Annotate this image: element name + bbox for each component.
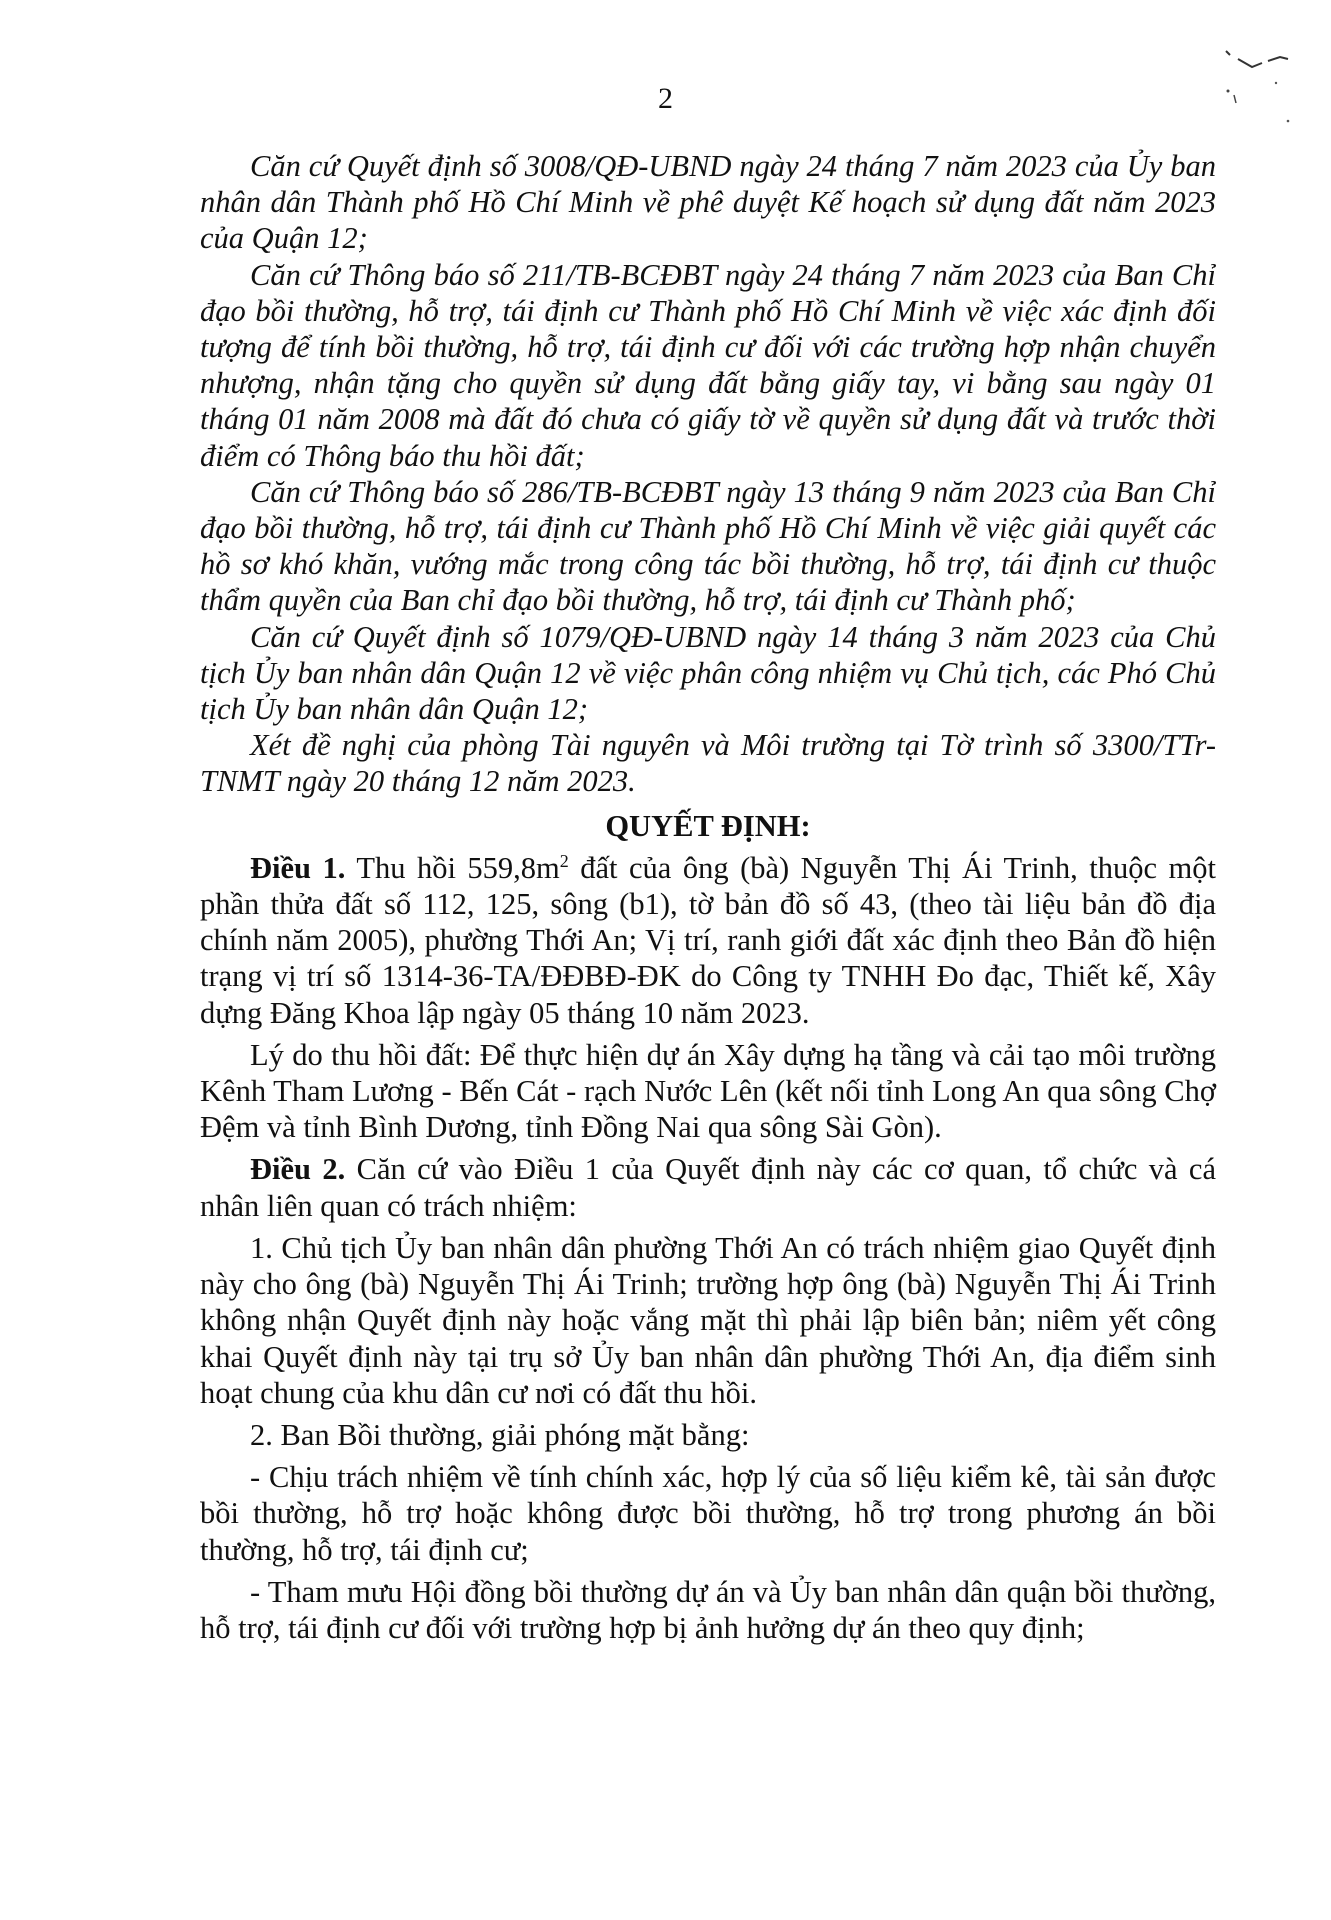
decision-heading: QUYẾT ĐỊNH: <box>605 808 811 843</box>
article-1-paragraph <box>200 850 1216 1031</box>
legal-basis-paragraph: Căn cứ Thông báo số 286/TB-BCĐBT ngày 13 tháng 9 năm 2023 của Ban Chỉ đạo bồi thường, hỗ trợ, tái định cư Thành phố Hồ Chí Minh về việc giải quyết các hồ sơ khó khăn, vướng mắc trong công tác bồi thường, hỗ trợ, tái định cư thuộc thẩm quyền của Ban chỉ đạo bồi thường, hỗ trợ, tái định cư Thành phố; <box>200 474 1216 618</box>
area-unit-superscript: 2 <box>559 850 569 871</box>
article-2-label: Điều 2. <box>250 1152 346 1187</box>
page-number: 2 <box>658 82 673 115</box>
article-2-item: - Chịu trách nhiệm về tính chính xác, hợp lý của số liệu kiểm kê, tài sản được bồi thường, hỗ trợ hoặc không được bồi thường, hỗ trợ trong phương án bồi thường, hỗ trợ, tái định cư; <box>200 1460 1216 1567</box>
proposal-paragraph: Xét đề nghị của phòng Tài nguyên và Môi trường tại Tờ trình số 3300/TTr-TNMT ngày 20 tháng 12 năm 2023. <box>200 728 1216 799</box>
article-1-text-part2: đất của ông (bà) Nguyễn Thị Ái Trinh, thuộc một phần thửa đất số 112, 125, sông (b1), tờ bản đồ số 43, (theo tài liệu bản đồ địa chính năm 2005), phường Thới An; Vị trí, ranh giới đất xác định theo Bản đồ hiện trạng vị trí số 1314-36-TA/ĐĐBĐ-ĐK do Công ty TNHH Đo đạc, Thiết kế, Xây dựng Đăng Khoa lập ngày 05 tháng 10 năm 2023. <box>200 850 1216 1030</box>
article-2-item: 2. Ban Bồi thường, giải phóng mặt bằng: <box>250 1417 750 1452</box>
article-2-paragraph <box>200 1151 1216 1223</box>
article-1-reason: Lý do thu hồi đất: Để thực hiện dự án Xây dựng hạ tầng và cải tạo môi trường Kênh Tham Lương - Bến Cát - rạch Nước Lên (kết nối tỉnh Long An qua sông Chợ Đệm và tỉnh Bình Dương, tỉnh Đồng Nai qua sông Sài Gòn). <box>200 1037 1216 1145</box>
article-2-item: 1. Chủ tịch Ủy ban nhân dân phường Thới An có trách nhiệm giao Quyết định này cho ông (bà) Nguyễn Thị Ái Trinh; trường hợp ông (bà) Nguyễn Thị Ái Trinh không nhận Quyết định này hoặc vắng mặt thì phải lập biên bản; niêm yết công khai Quyết định này tại trụ sở Ủy ban nhân dân phường Thới An, địa điểm sinh hoạt chung của khu dân cư nơi có đất thu hồi. <box>200 1230 1216 1410</box>
document-body <box>200 148 1216 1646</box>
article-2-item: - Tham mưu Hội đồng bồi thường dự án và Ủy ban nhân dân quận bồi thường, hỗ trợ, tái định cư đối với trường hợp bị ảnh hưởng dự án theo quy định; <box>200 1574 1216 1645</box>
legal-basis-paragraph: Căn cứ Quyết định số 3008/QĐ-UBND ngày 24 tháng 7 năm 2023 của Ủy ban nhân dân Thành phố Hồ Chí Minh về phê duyệt Kế hoạch sử dụng đất năm 2023 của Quận 12; <box>200 149 1216 256</box>
article-1-label: Điều 1. <box>250 850 346 885</box>
article-2-text: Căn cứ vào Điều 1 của Quyết định này các cơ quan, tổ chức và cá nhân liên quan có trách nhiệm: <box>200 1152 1217 1223</box>
scan-artifact-marks <box>1218 45 1308 125</box>
article-1-text-part1: Thu hồi 559,8m <box>345 850 560 885</box>
legal-basis-paragraph: Căn cứ Quyết định số 1079/QĐ-UBND ngày 14 tháng 3 năm 2023 của Chủ tịch Ủy ban nhân dân Quận 12 về việc phân công nhiệm vụ Chủ tịch, các Phó Chủ tịch Ủy ban nhân dân Quận 12; <box>200 619 1216 727</box>
legal-basis-paragraph: Căn cứ Thông báo số 211/TB-BCĐBT ngày 24 tháng 7 năm 2023 của Ban Chỉ đạo bồi thường, hỗ trợ, tái định cư Thành phố Hồ Chí Minh về việc xác định đối tượng để tính bồi thường, hỗ trợ, tái định cư đối với các trường hợp nhận chuyển nhượng, nhận tặng cho quyền sử dụng đất bằng giấy tay, vi bằng sau ngày 01 tháng 01 năm 2008 mà đất đó chưa có giấy tờ về quyền sử dụng đất và trước thời điểm có Thông báo thu hồi đất; <box>200 257 1216 473</box>
